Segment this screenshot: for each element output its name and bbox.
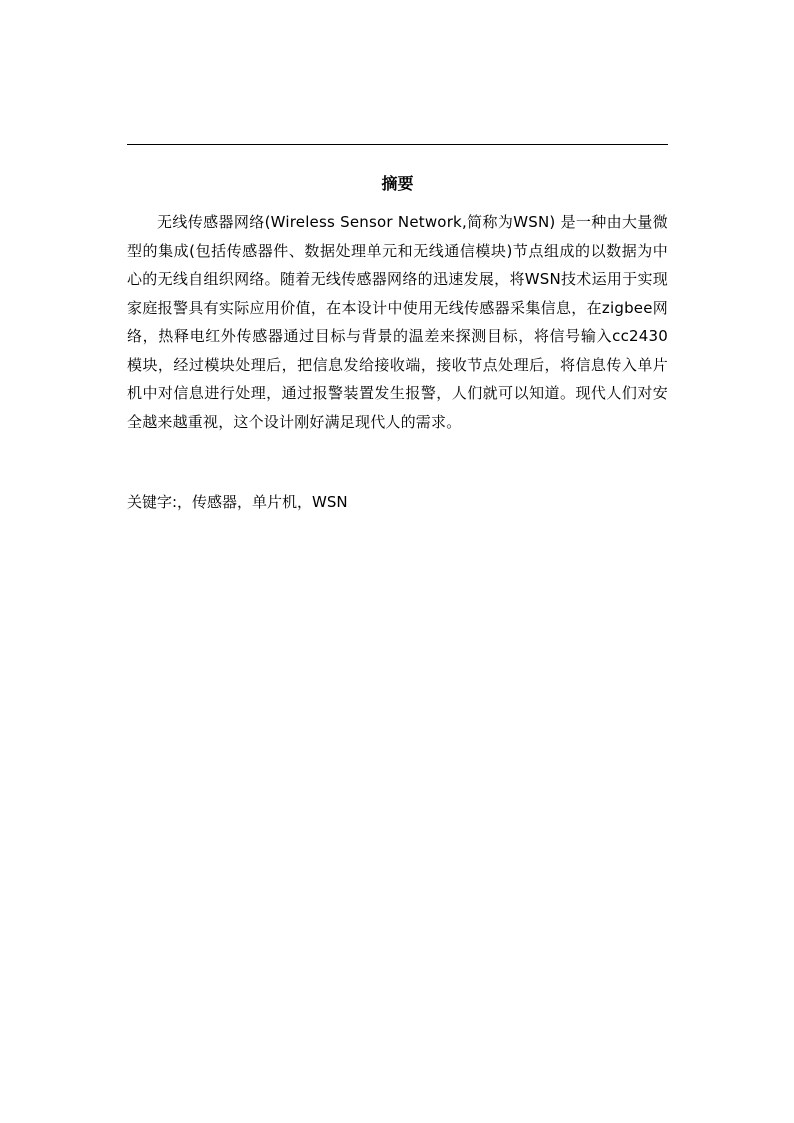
abstract-title: 摘要 xyxy=(381,174,414,193)
header-rule xyxy=(127,144,668,145)
keywords-line: 关键字:，传感器，单片机，WSN xyxy=(127,493,348,511)
abstract-paragraph: 无线传感器网络(Wireless Sensor Network,简称为WSN) 是一种由大量微型的集成(包括传感器件、数据处理单元和无线通信模块)节点组成的以数据为中心的无线自组织网络。随着无线传感器网络的迅速发展，将WSN技术运用于实现家庭报警具有实际应用价值，在本设计中使用无线传感器采集信息，在zigbee网络，热释电红外传感器通过目标与背景的温差来探测目标，将信号输入cc2430模块，经过模块处理后，把信息发给接收端，接收节点处理后，将信息传入单片机中对信息进行处理，通过报警装置发生报警，人们就可以知道。现代人们对安全越来越重视，这个设计刚好满足现代人的需求。 xyxy=(127,213,668,431)
